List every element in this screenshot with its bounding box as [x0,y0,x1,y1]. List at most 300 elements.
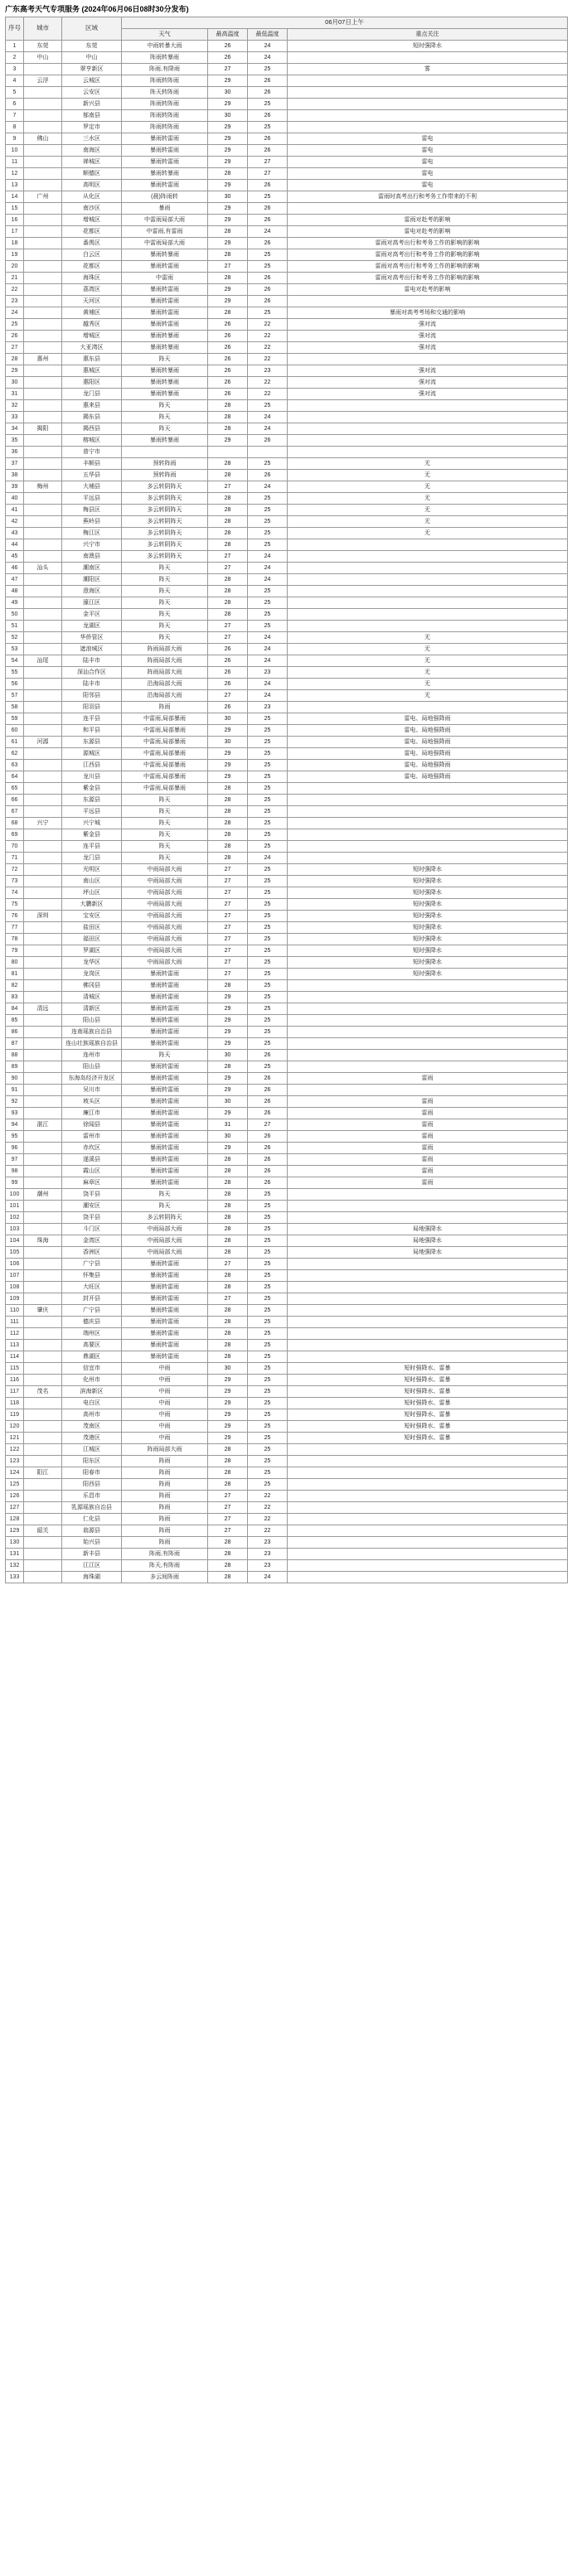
cell-focus: 强对流 [288,377,568,389]
cell-district: 宝安区 [62,911,122,922]
cell-focus: 雷电 [288,157,568,168]
cell-low-temp: 25 [248,609,288,621]
cell-weather: 阵天 [122,621,208,632]
cell-low-temp: 25 [248,539,288,551]
cell-index: 11 [6,157,24,168]
cell-city [24,412,62,423]
cell-city [24,644,62,655]
cell-low-temp: 25 [248,887,288,899]
cell-focus: 雷电、局地强降雨 [288,737,568,748]
cell-weather: 暴雨转雷雨 [122,1270,208,1282]
cell-city [24,1270,62,1282]
cell-low-temp: 26 [248,1131,288,1143]
cell-focus [288,296,568,307]
cell-index: 22 [6,284,24,296]
table-row [6,1027,568,1038]
cell-district: 坪山区 [62,887,122,899]
cell-low-temp: 24 [248,52,288,64]
table-row [6,1270,568,1282]
cell-district: 增城区 [62,331,122,342]
cell-index: 39 [6,481,24,493]
cell-city [24,1224,62,1235]
cell-weather: 多云转阴阵天 [122,516,208,528]
table-row [6,586,568,597]
cell-city [24,1491,62,1502]
cell-weather [122,447,208,458]
cell-weather: 暴雨转雷雨 [122,992,208,1003]
cell-weather: 暴雨转雷雨 [122,1328,208,1340]
cell-index: 107 [6,1270,24,1282]
cell-index: 54 [6,655,24,667]
cell-district: 平远县 [62,493,122,505]
cell-weather: 中雷雨局部大雨 [122,238,208,249]
cell-city [24,760,62,771]
cell-weather: 中雷雨,局部暴雨 [122,737,208,748]
cell-index: 76 [6,911,24,922]
cell-district: 赤坎区 [62,1143,122,1154]
cell-district: 遮浪城区 [62,644,122,655]
cell-focus: 雷雨 [288,1131,568,1143]
table-row [6,435,568,447]
cell-city [24,1247,62,1259]
table-row [6,1305,568,1317]
cell-index: 41 [6,505,24,516]
table-row [6,133,568,145]
cell-high-temp: 29 [208,1433,248,1444]
cell-city [24,1537,62,1549]
cell-weather: 暴雨转雷雨 [122,1293,208,1305]
cell-high-temp: 28 [208,806,248,818]
table-row [6,261,568,273]
cell-high-temp: 28 [208,1061,248,1073]
cell-district: 阳邻县 [62,690,122,702]
cell-low-temp: 22 [248,1514,288,1525]
cell-high-temp: 28 [208,1340,248,1351]
cell-district: 惠城区 [62,365,122,377]
cell-index: 15 [6,203,24,215]
cell-city [24,574,62,586]
cell-focus: 雷雨 [288,1166,568,1177]
cell-focus [288,447,568,458]
table-row [6,922,568,934]
cell-focus: 雷电 [288,133,568,145]
table-row [6,806,568,818]
table-row [6,249,568,261]
cell-low-temp: 26 [248,273,288,284]
cell-focus: 短时强降水、雷暴 [288,1421,568,1433]
cell-city [24,539,62,551]
cell-weather: 中雷雨,局部暴雨 [122,748,208,760]
cell-high-temp: 26 [208,389,248,400]
cell-index: 129 [6,1525,24,1537]
cell-city [24,226,62,238]
cell-focus: 雷雨对高考出行和考务工作的影响的影响 [288,238,568,249]
cell-high-temp: 29 [208,1108,248,1119]
cell-high-temp: 29 [208,1409,248,1421]
cell-district: 翁源县 [62,1525,122,1537]
cell-city [24,1340,62,1351]
table-row [6,980,568,992]
cell-focus: 暴雨对高考考场和交通的影响 [288,307,568,319]
cell-focus: 雷电对赴考的影响 [288,284,568,296]
cell-focus: 强对流 [288,389,568,400]
cell-high-temp: 27 [208,690,248,702]
cell-weather: 中雷雨,局部暴雨 [122,713,208,725]
cell-high-temp: 27 [208,934,248,945]
cell-city [24,238,62,249]
cell-district: 海珠湖 [62,1572,122,1583]
cell-high-temp: 28 [208,1549,248,1560]
cell-weather: 中雨局部大雨 [122,1235,208,1247]
cell-weather: 暴雨转雷雨 [122,296,208,307]
cell-weather: 阵雨转阵雨 [122,75,208,87]
table-row [6,574,568,586]
cell-low-temp: 25 [248,1363,288,1375]
cell-index: 121 [6,1433,24,1444]
cell-low-temp: 26 [248,180,288,191]
cell-high-temp: 28 [208,307,248,319]
cell-weather: 中雨局部大雨 [122,876,208,887]
cell-city [24,389,62,400]
cell-low-temp: 24 [248,412,288,423]
cell-index: 106 [6,1259,24,1270]
cell-focus: 短时强降水 [288,887,568,899]
cell-low-temp: 27 [248,157,288,168]
cell-index: 126 [6,1491,24,1502]
cell-focus [288,818,568,829]
table-row [6,157,568,168]
cell-district: 龙湖区 [62,621,122,632]
cell-district: 华侨管区 [62,632,122,644]
cell-low-temp: 24 [248,679,288,690]
cell-low-temp: 25 [248,1305,288,1317]
table-row [6,1096,568,1108]
cell-focus: 短时强降水 [288,864,568,876]
cell-focus: 强对流 [288,319,568,331]
cell-focus: 雷雨 [288,1119,568,1131]
cell-focus [288,1061,568,1073]
cell-district: 清城区 [62,992,122,1003]
cell-high-temp: 27 [208,1293,248,1305]
table-row [6,899,568,911]
cell-low-temp: 24 [248,644,288,655]
cell-index: 118 [6,1398,24,1409]
cell-weather: 中雷雨 [122,273,208,284]
cell-focus [288,1491,568,1502]
cell-city [24,806,62,818]
cell-index: 115 [6,1363,24,1375]
cell-index: 3 [6,64,24,75]
cell-city [24,609,62,621]
cell-index: 26 [6,331,24,342]
cell-weather: 阵雨局部大雨 [122,1444,208,1456]
cell-district: 紫金县 [62,829,122,841]
table-row [6,1386,568,1398]
cell-city: 河源 [24,737,62,748]
cell-focus: 雷雨 [288,1073,568,1085]
cell-low-temp: 23 [248,1560,288,1572]
cell-city: 揭阳 [24,423,62,435]
cell-low-temp: 25 [248,760,288,771]
cell-index: 2 [6,52,24,64]
cell-district: 信宜市 [62,1363,122,1375]
cell-high-temp: 29 [208,771,248,783]
cell-district: 普宁市 [62,447,122,458]
cell-index: 57 [6,690,24,702]
cell-district: 乳源瑶族自治县 [62,1502,122,1514]
cell-weather: 阵雨局部大雨 [122,667,208,679]
cell-focus [288,551,568,563]
cell-city [24,1096,62,1108]
table-row [6,1491,568,1502]
table-row [6,377,568,389]
cell-weather: 中雨局部大雨 [122,934,208,945]
cell-index: 120 [6,1421,24,1433]
cell-weather: 中雨局部大雨 [122,911,208,922]
cell-index: 67 [6,806,24,818]
cell-weather: 沿海局部大雨 [122,679,208,690]
cell-high-temp: 28 [208,853,248,864]
header-high-temp: 最高温度 [208,29,248,41]
cell-high-temp: 26 [208,41,248,52]
cell-city: 云浮 [24,75,62,87]
cell-focus: 短时强降水 [288,957,568,969]
cell-city [24,122,62,133]
cell-district: 封开县 [62,1293,122,1305]
cell-high-temp: 29 [208,1038,248,1050]
cell-weather: 中雨 [122,1398,208,1409]
cell-district: 丰顺县 [62,458,122,470]
cell-low-temp: 26 [248,1177,288,1189]
cell-weather: 中雨局部大雨 [122,957,208,969]
cell-city [24,215,62,226]
cell-district: 连平县 [62,713,122,725]
cell-district: 白云区 [62,249,122,261]
cell-city [24,1479,62,1491]
cell-focus [288,354,568,365]
cell-focus: 雷电、局地强降雨 [288,748,568,760]
cell-low-temp: 25 [248,1340,288,1351]
cell-low-temp: 25 [248,493,288,505]
cell-high-temp: 29 [208,725,248,737]
cell-focus: 雷电 [288,168,568,180]
cell-low-temp: 26 [248,87,288,99]
cell-low-temp [248,447,288,458]
table-row [6,1050,568,1061]
cell-focus: 短时强降水 [288,945,568,957]
cell-low-temp: 22 [248,377,288,389]
header-weather: 天气 [122,29,208,41]
cell-index: 37 [6,458,24,470]
table-row [6,1166,568,1177]
cell-low-temp: 25 [248,400,288,412]
cell-high-temp: 28 [208,1189,248,1201]
cell-weather: 中雨局部大雨 [122,1247,208,1259]
cell-focus [288,423,568,435]
cell-city [24,261,62,273]
cell-low-temp: 25 [248,64,288,75]
cell-high-temp: 30 [208,1363,248,1375]
cell-low-temp: 25 [248,1409,288,1421]
cell-high-temp: 26 [208,331,248,342]
table-row [6,795,568,806]
cell-city [24,771,62,783]
table-row [6,238,568,249]
cell-city [24,505,62,516]
cell-city [24,969,62,980]
cell-high-temp: 28 [208,1572,248,1583]
cell-city: 潮州 [24,1189,62,1201]
cell-high-temp: 28 [208,168,248,180]
cell-low-temp: 27 [248,168,288,180]
cell-district: 霞山区 [62,1166,122,1177]
cell-high-temp: 28 [208,1305,248,1317]
cell-index: 1 [6,41,24,52]
cell-index: 96 [6,1143,24,1154]
cell-district: 江江区 [62,1560,122,1572]
cell-weather: 阵天,有阵雨 [122,1560,208,1572]
cell-focus [288,1050,568,1061]
table-row [6,110,568,122]
table-row [6,1467,568,1479]
cell-low-temp: 25 [248,1282,288,1293]
cell-weather: 暴雨转暴雨 [122,365,208,377]
cell-weather: 中雷雨,局部暴雨 [122,760,208,771]
table-row [6,644,568,655]
table-row [6,1549,568,1560]
cell-high-temp: 28 [208,1537,248,1549]
cell-district: 平远县 [62,806,122,818]
cell-weather: 中雨局部大雨 [122,899,208,911]
cell-index: 117 [6,1386,24,1398]
cell-focus: 雷雨对赴考的影响 [288,215,568,226]
cell-weather: 暴雨转雷雨 [122,284,208,296]
cell-city [24,1444,62,1456]
cell-index: 38 [6,470,24,481]
cell-index: 133 [6,1572,24,1583]
table-row [6,853,568,864]
cell-focus [288,1270,568,1282]
cell-city [24,980,62,992]
cell-index: 72 [6,864,24,876]
cell-high-temp: 29 [208,238,248,249]
cell-city [24,1282,62,1293]
cell-district: 兴宁城 [62,818,122,829]
cell-weather: 暴雨转暴雨 [122,377,208,389]
cell-index: 14 [6,191,24,203]
cell-index: 122 [6,1444,24,1456]
table-row [6,331,568,342]
cell-city: 惠州 [24,354,62,365]
cell-city [24,1131,62,1143]
cell-high-temp: 26 [208,655,248,667]
cell-district: 潮南区 [62,563,122,574]
cell-district: 罗湖区 [62,945,122,957]
cell-city [24,783,62,795]
table-row [6,1409,568,1421]
cell-district: 新兴县 [62,99,122,110]
cell-low-temp: 25 [248,505,288,516]
cell-focus: 短时强降水、雷暴 [288,1375,568,1386]
cell-district: 高明区 [62,180,122,191]
cell-low-temp: 25 [248,841,288,853]
cell-weather: 中雨 [122,1433,208,1444]
cell-low-temp: 26 [248,1085,288,1096]
cell-district: 大埔县 [62,481,122,493]
cell-city [24,331,62,342]
table-row [6,748,568,760]
table-row [6,911,568,922]
cell-district: 惠来县 [62,400,122,412]
cell-district: 福田区 [62,934,122,945]
cell-focus [288,1259,568,1270]
cell-focus [288,122,568,133]
cell-low-temp: 25 [248,1433,288,1444]
table-row [6,41,568,52]
cell-weather: 阵雨局部大雨 [122,655,208,667]
cell-high-temp: 26 [208,354,248,365]
cell-low-temp: 25 [248,748,288,760]
cell-high-temp: 28 [208,1560,248,1572]
cell-index: 35 [6,435,24,447]
cell-weather: 阵天 [122,829,208,841]
cell-district: 始兴县 [62,1537,122,1549]
cell-city [24,1293,62,1305]
cell-low-temp: 25 [248,1247,288,1259]
cell-high-temp: 26 [208,702,248,713]
cell-focus [288,1027,568,1038]
cell-city [24,1398,62,1409]
cell-low-temp: 25 [248,1467,288,1479]
cell-index: 34 [6,423,24,435]
table-row [6,64,568,75]
cell-city: 茂名 [24,1386,62,1398]
cell-high-temp: 28 [208,841,248,853]
cell-city [24,713,62,725]
cell-index: 74 [6,887,24,899]
cell-low-temp: 24 [248,655,288,667]
cell-city: 中山 [24,52,62,64]
cell-focus: 强对流 [288,331,568,342]
table-row [6,342,568,354]
cell-index: 8 [6,122,24,133]
cell-index: 33 [6,412,24,423]
cell-low-temp: 24 [248,1572,288,1583]
cell-high-temp: 27 [208,1525,248,1537]
cell-low-temp: 23 [248,667,288,679]
cell-focus [288,1502,568,1514]
cell-weather: 暴雨转雷雨 [122,133,208,145]
cell-high-temp: 28 [208,493,248,505]
cell-weather: 中雷雨,局部暴雨 [122,725,208,737]
cell-weather: 中雨 [122,1363,208,1375]
cell-low-temp: 25 [248,1235,288,1247]
cell-focus [288,1317,568,1328]
table-row [6,1351,568,1363]
cell-weather: 中雨局部大雨 [122,864,208,876]
cell-index: 131 [6,1549,24,1560]
cell-index: 95 [6,1131,24,1143]
cell-district: 电白区 [62,1398,122,1409]
cell-low-temp: 24 [248,632,288,644]
table-row [6,1073,568,1085]
table-row [6,1421,568,1433]
cell-focus: 无 [288,644,568,655]
cell-city [24,1456,62,1467]
cell-weather: 暴雨转雷雨 [122,307,208,319]
cell-low-temp: 23 [248,365,288,377]
cell-high-temp: 27 [208,1514,248,1525]
